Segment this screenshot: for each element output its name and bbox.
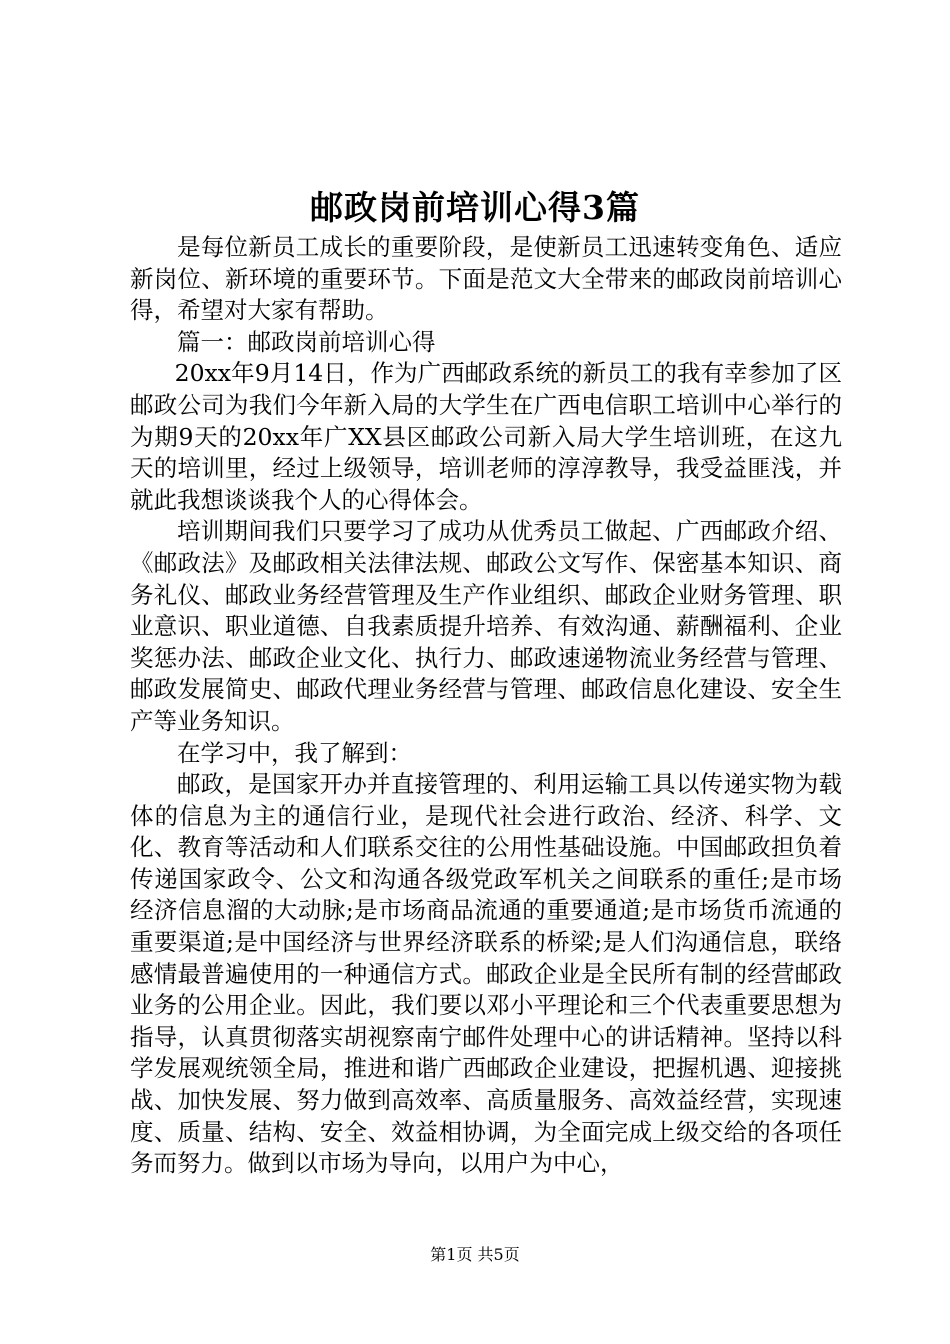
paragraph-postal-description: 邮政，是国家开办并直接管理的、利用运输工具以传递实物为载体的信息为主的通信行业，是现代社会进行政治、经济、科学、文化、教育等活动和人们联系交往的公用性基础设施。中国邮政担负着传递国家政令、公文和沟通各级党政军机关之间联系的重任;是市场经济信息溜的大动脉;是市场商品流通的重要通道;是市场货币流通的重要渠道;是中国经济与世界经济联系的桥梁;是人们沟通信息，联络感情最普遍使用的一种通信方式。邮政企业是全民所有制的经营邮政业务的公用企业。因此，我们要以邓小平理论和三个代表重要思想为指导，认真贯彻落实胡视察南宁邮件处理中心的讲话精神。坚持以科学发展观统领全局，推进和谐广西邮政企业建设，把握机遇、迎接挑战、加快发展、努力做到高效率、高质量服务、高效益经营，实现速度、质量、结构、安全、效益相协调，为全面完成上级交给的各项任务而努力。做到以市场为导向，以用户为中心， xyxy=(130,770,842,1178)
paragraph-section-heading: 篇一：邮政岗前培训心得 xyxy=(177,327,436,356)
paragraph-intro: 是每位新员工成长的重要阶段，是使新员工迅速转变角色、适应新岗位、新环境的重要环节。下面是范文大全带来的邮政岗前培训心得，希望对大家有帮助。 xyxy=(130,233,842,325)
paragraph-training-content: 培训期间我们只要学习了成功从优秀员工做起、广西邮政介绍、《邮政法》及邮政相关法律法规、邮政公文写作、保密基本知识、商务礼仪、邮政业务经营管理及生产作业组织、邮政企业财务管理、职业意识、职业道德、自我素质提升培养、有效沟通、薪酬福利、企业奖惩办法、邮政企业文化、执行力、邮政速递物流业务经营与管理、邮政发展简史、邮政代理业务经营与管理、邮政信息化建设、安全生产等业务知识。 xyxy=(130,517,842,735)
document-title: 邮政岗前培训心得3篇 xyxy=(310,188,640,227)
document-body xyxy=(130,232,842,1180)
page-footer: 第1页 共5页 xyxy=(430,1245,520,1264)
paragraph-date: 20xx年9月14日，作为广西邮政系统的新员工的我有幸参加了区邮政公司为我们今年新入局的大学生在广西电信职工培训中心举行的为期9天的20xx年广XX县区邮政公司新入局大学生培训班，在这九天的培训里，经过上级领导，培训老师的淳淳教导，我受益匪浅，并就此我想谈谈我个人的心得体会。 xyxy=(130,359,842,514)
paragraph-learning: 在学习中，我了解到： xyxy=(177,738,412,767)
